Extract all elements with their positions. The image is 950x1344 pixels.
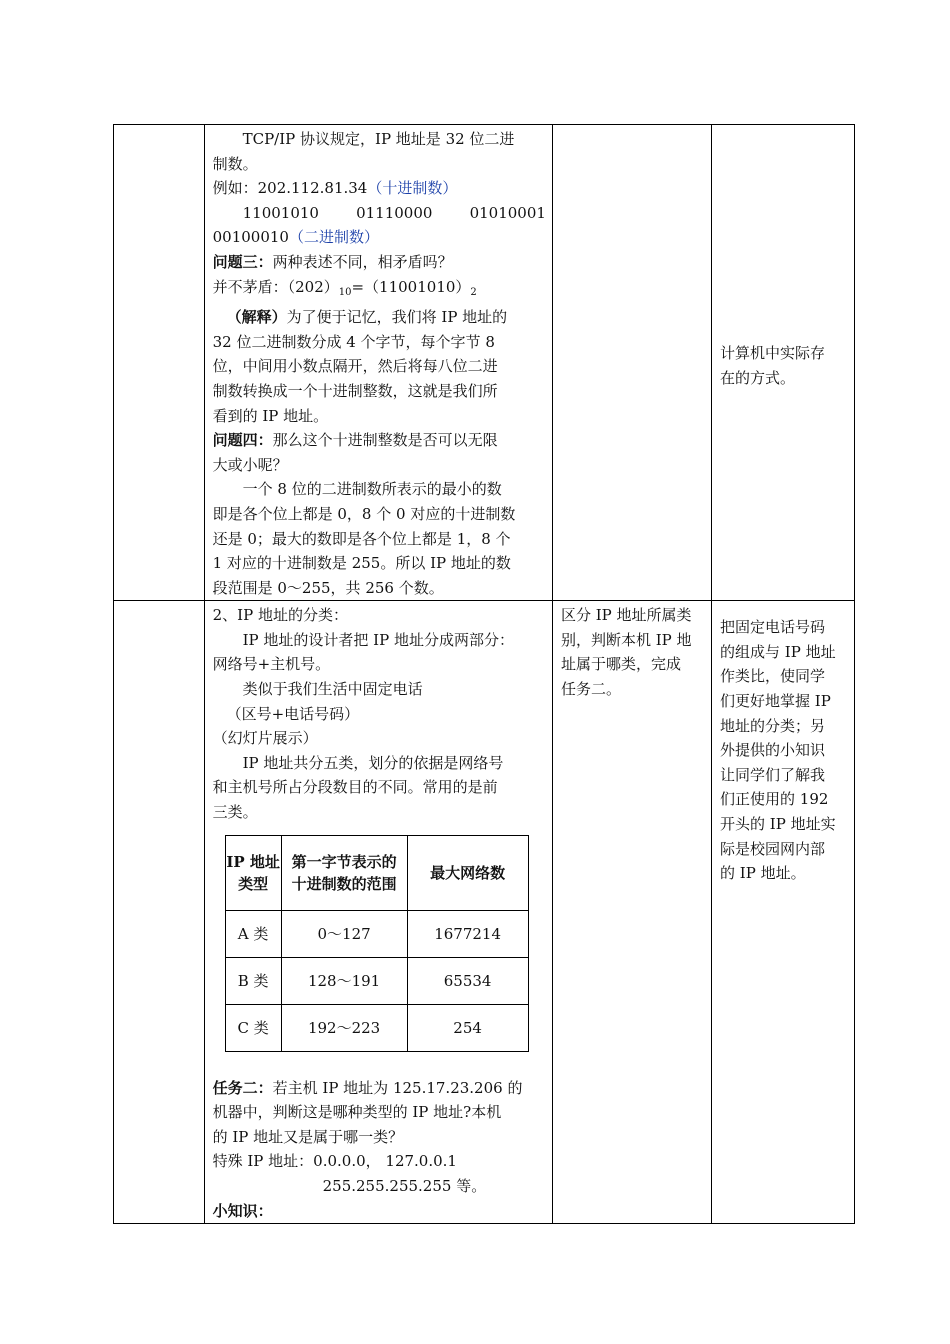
text-line: 即是各个位上都是 0，8 个 0 对应的十进制数 <box>212 504 516 523</box>
text-line: 大或小呢？ <box>212 455 288 474</box>
empty-cell <box>114 601 205 1224</box>
text-line: （幻灯片展示） <box>212 729 318 748</box>
empty-cell <box>114 125 205 601</box>
text-line: 外提供的小知识 <box>720 741 826 760</box>
text-line: 32 位二进制数分成 4 个字节，每个字节 8 <box>212 332 495 351</box>
text-line: 开头的 IP 地址实 <box>720 815 836 834</box>
text-line: 区分 IP 地址所属类 <box>560 606 692 625</box>
text-span: 并不茅盾：（202） <box>212 277 339 296</box>
explain-label: （解释） <box>226 308 287 327</box>
content-cell <box>204 601 552 1224</box>
question-label: 问题四： <box>212 431 273 450</box>
binary-group: 11001010 <box>242 203 319 222</box>
table-cell: A 类 <box>225 910 281 957</box>
text-line: 在的方式。 <box>720 368 796 387</box>
question-three <box>213 250 546 275</box>
subscript: 2 <box>470 286 477 298</box>
activity-cell <box>552 601 711 1224</box>
text-line: 一个 8 位的二进制数所表示的最小的数 <box>242 480 502 499</box>
text-line: 的 IP 地址又是属于哪一类？ <box>212 1127 404 1146</box>
table-row <box>225 957 528 1004</box>
header-text: 十进制数的范围 <box>291 874 397 893</box>
text-span: =（11001010） <box>351 277 471 296</box>
text-line: 位，中间用小数点隔开，然后将每八位二进 <box>212 357 498 376</box>
empty-cell <box>552 125 711 601</box>
text-line: 1 对应的十进制数是 255。所以 IP 地址的数 <box>212 554 511 573</box>
note-cell <box>712 601 855 1224</box>
table-cell: 192～223 <box>281 1004 407 1051</box>
text-line: 际是校园网内部 <box>720 839 826 858</box>
table-cell: 128～191 <box>281 957 407 1004</box>
text-line: IP 地址的设计者把 IP 地址分成两部分： <box>242 630 514 649</box>
text-line: 把固定电话号码 <box>720 618 826 637</box>
table-row <box>114 125 855 601</box>
task-label: 任务二： <box>212 1078 273 1097</box>
table-cell: C 类 <box>225 1004 281 1051</box>
table-header-row <box>225 835 528 910</box>
text-line: 别，判断本机 IP 地 <box>560 630 692 649</box>
spacer <box>720 603 848 615</box>
text-line: 计算机中实际存 <box>720 344 826 362</box>
content-cell <box>204 125 552 601</box>
text-line: 们更好地掌握 IP <box>720 692 831 711</box>
question-label: 问题三： <box>212 252 273 271</box>
question-text: 那么这个十进制整数是否可以无限 <box>272 431 498 450</box>
ip-class-table <box>225 835 529 1052</box>
table-cell: 254 <box>407 1004 528 1051</box>
binary-group: 01110000 <box>356 203 433 222</box>
task-text: 若主机 IP 地址为 125.17.23.206 的 <box>272 1078 523 1097</box>
lesson-plan-table <box>113 124 855 1224</box>
text-line: 三类。 <box>212 803 258 822</box>
text-line: 的 IP 地址。 <box>720 864 806 883</box>
text-line: 网络号+主机号。 <box>212 655 331 674</box>
binary-line-2 <box>213 225 546 250</box>
example-text: 例如：202.112.81.34 <box>212 179 368 198</box>
header-text: IP 地址 <box>226 852 280 871</box>
section-heading: 2、IP 地址的分类： <box>212 606 348 625</box>
tip-heading <box>213 1199 546 1224</box>
binary-line <box>213 201 546 226</box>
binary-note: （二进制数） <box>288 228 379 247</box>
text-line: 和主机号所占分段数目的不同。常用的是前 <box>212 778 498 797</box>
tip-label: 小知识： <box>212 1201 273 1220</box>
text-line: 看到的 IP 地址。 <box>212 406 329 425</box>
note-cell <box>712 125 855 601</box>
table-cell: B 类 <box>225 957 281 1004</box>
example-line <box>213 176 546 201</box>
text-line: 类似于我们生活中固定电话 <box>242 680 423 699</box>
decimal-note: （十进制数） <box>367 179 458 198</box>
explain-text: 为了便于记忆，我们将 IP 地址的 <box>286 308 508 327</box>
text-line: 制数。 <box>212 154 258 173</box>
text-line: 址属于哪类，完成 <box>560 655 681 674</box>
table-row <box>114 601 855 1224</box>
text-line: 任务二。 <box>560 680 621 699</box>
text-line: （区号+电话号码） <box>226 704 360 723</box>
binary-group: 01010001 <box>469 203 546 222</box>
explain-line <box>213 305 546 330</box>
header-text: 类型 <box>238 874 269 893</box>
note-text <box>720 341 848 390</box>
question-text: 两种表述不同，相矛盾吗？ <box>272 252 453 271</box>
header-cell <box>225 835 281 910</box>
subscript: 10 <box>338 286 352 298</box>
header-cell <box>281 835 407 910</box>
text-line: TCP/IP 协议规定，IP 地址是 32 位二进 <box>242 130 515 148</box>
no-conflict-line <box>213 275 546 306</box>
text-line: 作类比，使同学 <box>720 667 826 686</box>
task-two <box>213 1076 546 1101</box>
text-line: 段范围是 0～255，共 256 个数。 <box>212 578 444 597</box>
binary-group: 00100010 <box>212 228 289 247</box>
table-row <box>225 1004 528 1051</box>
text-line: 制数转换成一个十进制整数，这就是我们所 <box>212 381 498 400</box>
text-line: 255.255.255.255 等。 <box>322 1177 487 1195</box>
table-cell: 0～127 <box>281 910 407 957</box>
header-text: 第一字节表示的 <box>291 852 397 871</box>
question-four <box>213 428 546 453</box>
text-line: 还是 0；最大的数即是各个位上都是 1，8 个 <box>212 529 511 548</box>
table-cell: 65534 <box>407 957 528 1004</box>
text-line: 的组成与 IP 地址 <box>720 642 836 661</box>
text-line: 让同学们了解我 <box>720 765 826 784</box>
spacer <box>213 1052 546 1076</box>
text-line: 们正使用的 192 <box>720 790 829 809</box>
text-line: IP 地址共分五类，划分的依据是网络号 <box>242 753 504 772</box>
text-line: 地址的分类；另 <box>720 716 826 735</box>
text-line: 特殊 IP 地址：0.0.0.0， 127.0.0.1 <box>212 1152 457 1171</box>
table-row <box>225 910 528 957</box>
text-line: 机器中，判断这是哪种类型的 IP 地址?本机 <box>212 1103 502 1122</box>
table-cell: 1677214 <box>407 910 528 957</box>
header-cell: 最大网络数 <box>407 835 528 910</box>
